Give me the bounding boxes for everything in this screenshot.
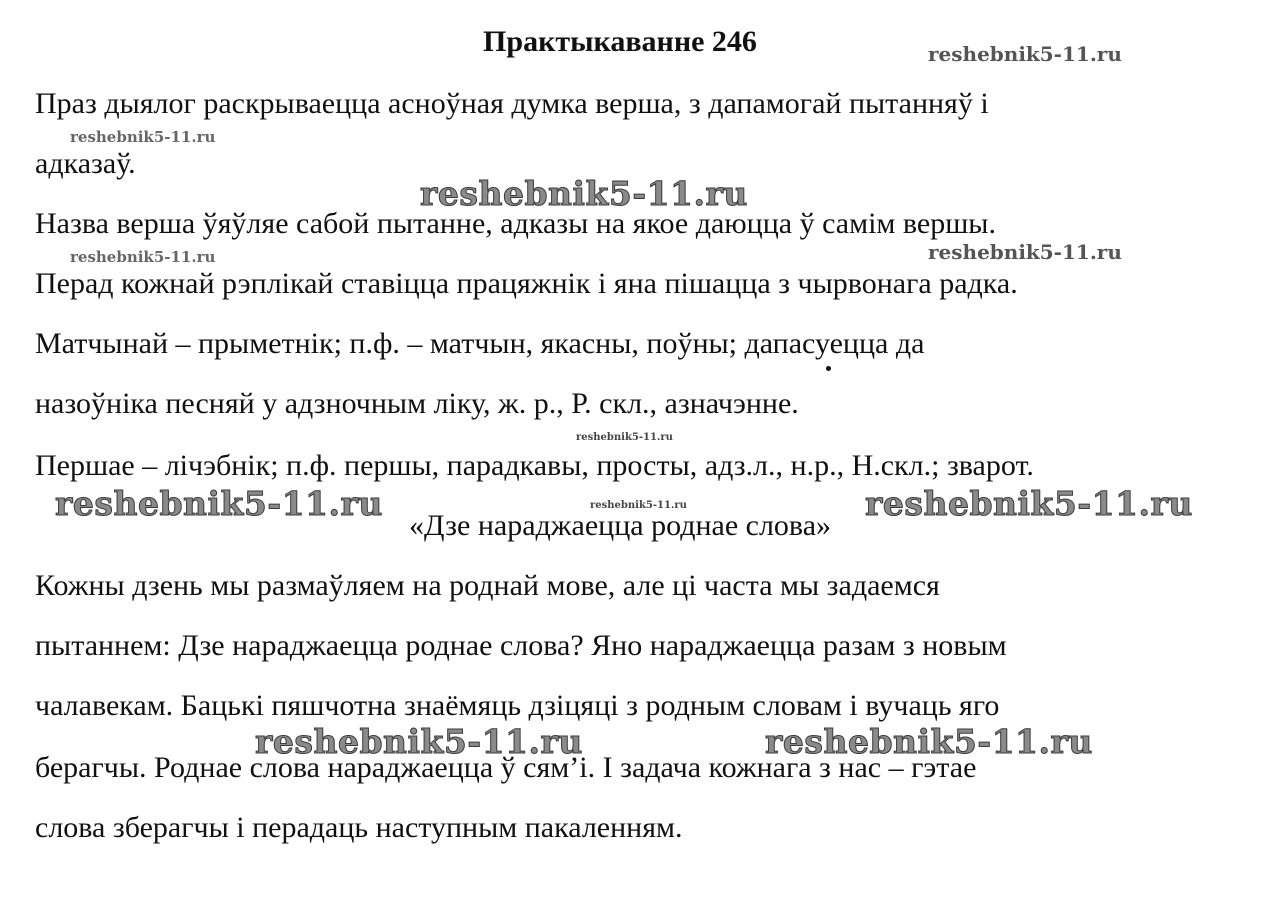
watermark: reshebnik5-11.ru — [928, 240, 1122, 264]
essay-line: пытаннем: Дзе нараджаецца роднае слова? Яно нараджаецца разам з новым — [35, 629, 1007, 662]
text-line: Праз дыялог раскрываецца асноўная думка верша, з дапамогай пытанняў і — [35, 87, 989, 120]
text-line: Назва верша ўяўляе сабой пытанне, адказы на якое даюцца ў самім вершы. — [35, 207, 996, 240]
text-line: Матчынай – прыметнік; п.ф. – матчын, якасны, поўны; дапасуецца да — [35, 327, 925, 360]
essay-line: чалавекам. Бацькі пяшчотна знаёмяць дзіцяці з родным словам і вучаць яго — [35, 689, 1000, 722]
text-line: Перад кожнай рэплікай ставіцца працяжнік і яна пішацца з чырвонага радка. — [35, 267, 1018, 300]
watermark: reshebnik5-11.ru — [420, 174, 748, 213]
text-line: назоўніка песняй у адзночным ліку, ж. р., Р. скл., азначэнне. — [35, 387, 799, 420]
watermark: reshebnik5-11.ru — [55, 484, 383, 523]
page-title: Практыкаванне 246 — [483, 25, 757, 58]
watermark: reshebnik5-11.ru — [765, 722, 1093, 761]
stray-dot — [826, 366, 831, 371]
watermark: reshebnik5-11.ru — [590, 500, 687, 511]
essay-line: берагчы. Роднае слова нараджаецца ў сям’і. І задача кожнага з нас – гэтае — [35, 751, 977, 784]
text-line: адказаў. — [35, 147, 136, 180]
watermark: reshebnik5-11.ru — [865, 484, 1193, 523]
essay-line: слова зберагчы і перадаць наступным пакаленням. — [35, 811, 683, 844]
watermark: reshebnik5-11.ru — [928, 42, 1122, 66]
essay-line: Кожны дзень мы размаўляем на роднай мове, але ці часта мы задаемся — [35, 569, 940, 602]
watermark: reshebnik5-11.ru — [255, 722, 583, 761]
watermark: reshebnik5-11.ru — [70, 248, 216, 266]
text-line: Першае – лічэбнік; п.ф. першы, парадкавы, просты, адз.л., н.р., Н.скл.; зварот. — [35, 449, 1034, 482]
essay-title: «Дзе нараджаецца роднае слова» — [408, 509, 832, 542]
watermark: reshebnik5-11.ru — [576, 432, 673, 443]
watermark: reshebnik5-11.ru — [70, 128, 216, 146]
